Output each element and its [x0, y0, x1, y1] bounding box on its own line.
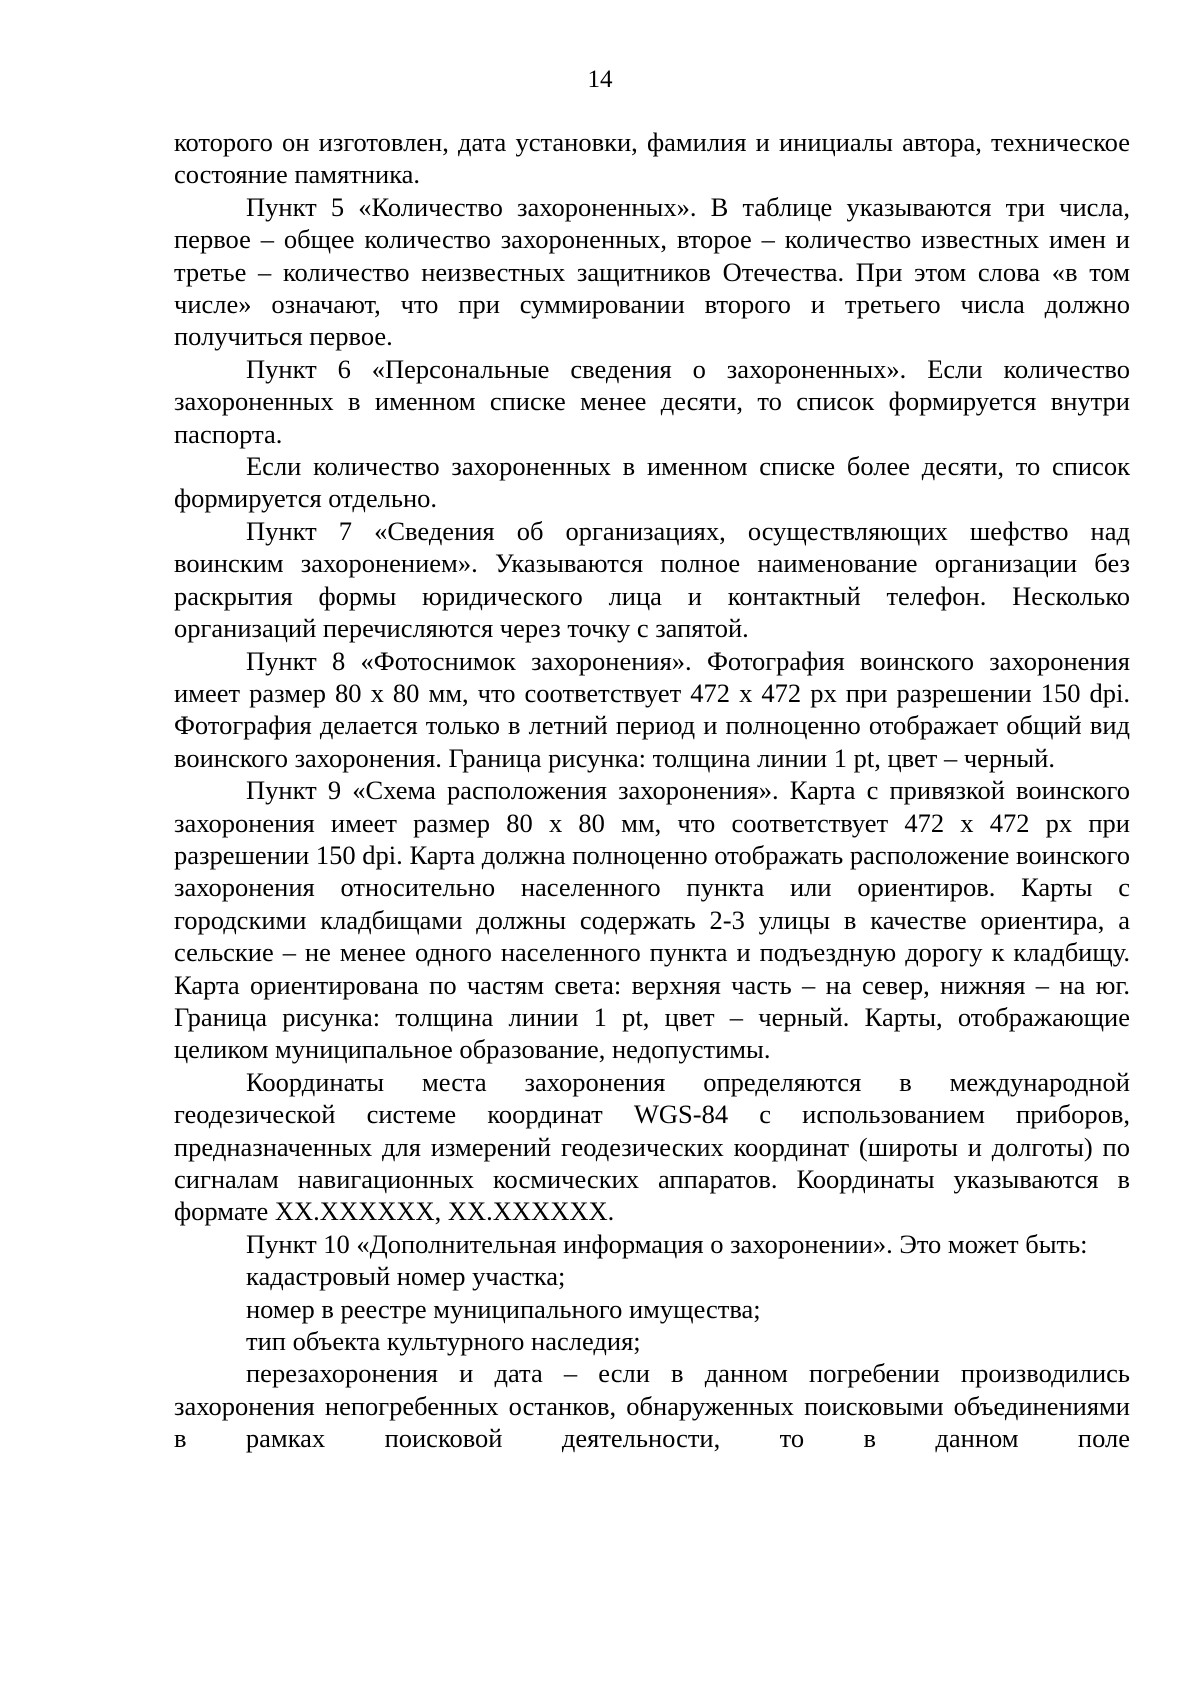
list-item: тип объекта культурного наследия; — [246, 1326, 641, 1357]
paragraph-reburials: перезахоронения и дата – если в данном погребении производились захоронения непогребенных останков, обнаруженных поисковыми объединениями в рамках поисковой деятельности, то в данном поле — [174, 1358, 1130, 1454]
paragraph-item-6-continued: Если количество захороненных в именном списке более десяти, то список формируется отдельно. — [174, 451, 1130, 514]
paragraph-item-7: Пункт 7 «Сведения об организациях, осуществляющих шефство над воинским захоронением». Указываются полное наименование организации без раскрытия формы юридического лица и контактный телефон. Несколько организаций перечисляются через точку с запятой. — [174, 515, 1130, 644]
list-item: кадастровый номер участка; — [246, 1261, 566, 1292]
paragraph-coordinates: Координаты места захоронения определяются в международной геодезической системе координат WGS-84 с использованием приборов, предназначенных для измерений геодезических координат (широты и долготы) по сигналам навигационных космических аппаратов. Координаты указываются в формате XX.XXXXXX, XX.XXXXXX. — [174, 1066, 1130, 1227]
list-item: номер в реестре муниципального имущества; — [246, 1293, 761, 1324]
document-body — [174, 126, 1130, 1455]
paragraph-continuation: которого он изготовлен, дата установки, фамилия и инициалы автора, техническое состояние памятника. — [174, 127, 1130, 190]
paragraph-item-8: Пункт 8 «Фотоснимок захоронения». Фотография воинского захоронения имеет размер 80 х 80 мм, что соответствует 472 х 472 px при разрешении 150 dpi. Фотография делается только в летний период и полноценно отображает общий вид воинского захоронения. Граница рисунка: толщина линии 1 pt, цвет – черный. — [174, 645, 1130, 773]
paragraph-item-9: Пункт 9 «Схема расположения захоронения». Карта с привязкой воинского захоронения имеет размер 80 х 80 мм, что соответствует 472 х 472 px при разрешении 150 dpi. Карта должна полноценно отображать расположение воинского захоронения относительно населенного пункта или ориентиров. Карты с городскими кладбищами должны содержать 2-3 улицы в качестве ориентира, а сельские – не менее одного населенного пункта и подъездную дорогу к кладбищу. Карта ориентирована по частям света: верхняя часть – на север, нижняя – на юг. Граница рисунка: толщина линии 1 pt, цвет – черный. Карты, отображающие целиком муниципальное образование, недопустимы. — [174, 775, 1130, 1065]
paragraph-item-5: Пункт 5 «Количество захороненных». В таблице указываются три числа, первое – общее количество захороненных, второе – количество известных имен и третье – количество неизвестных защитников Отечества. При этом слова «в том числе» означают, что при суммировании второго и третьего числа должно получиться первое. — [174, 191, 1130, 352]
page-number: 14 — [587, 66, 613, 93]
paragraph-item-6: Пункт 6 «Персональные сведения о захороненных». Если количество захороненных в именном списке менее десяти, то список формируется внутри паспорта. — [174, 353, 1130, 449]
paragraph-item-10: Пункт 10 «Дополнительная информация о захоронении». Это может быть: — [246, 1228, 1088, 1259]
